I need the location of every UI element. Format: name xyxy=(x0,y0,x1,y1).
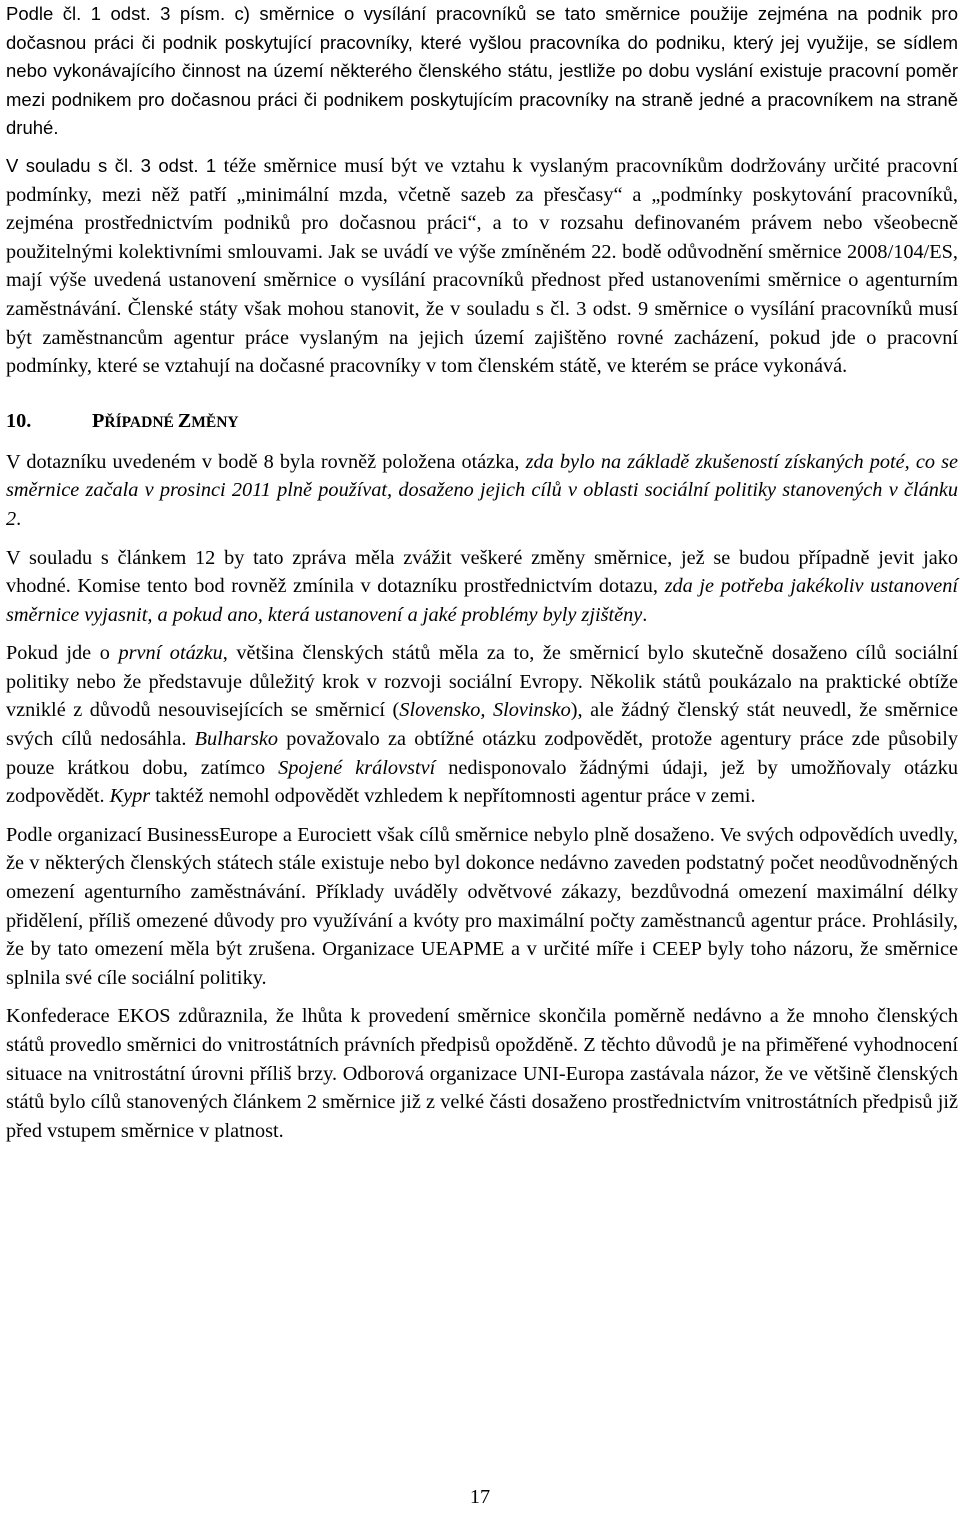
paragraph-text: V souladu s článkem 12 by tato zpráva měla zvážit veškeré změny směrnice, jež se budou případně jevit jako vhodné. Komise tento bod rovněž zmínila v dotazníku prostřednictvím dotazu, xyxy=(6,546,958,598)
italic-country: Slovensko, Slovinsko xyxy=(399,699,571,722)
paragraph-questionnaire xyxy=(6,448,958,534)
italic-question: zda bylo na základě zkušeností získaných poté, co se směrnice začala v prosinci 2011 plně používat, dosaženo jejich cílů v oblasti sociální politiky stanovených v článku 2 xyxy=(6,450,958,530)
section-number: 10. xyxy=(6,409,32,432)
paragraph-text: považovalo za obtížné otázku zodpovědět, protože agentury práce zde působily pouze krátkou dobu, zatímco xyxy=(6,728,959,779)
paragraph-text: nedisponovalo žádnými údaji, jež by umožňovaly otázku zodpovědět. xyxy=(6,756,959,808)
italic-question: zda je potřeba jakékoliv ustanovení směrnice vyjasnit, a pokud ano, která ustanovení a jaké problémy byly zjištěny xyxy=(6,575,959,626)
paragraph-ekos xyxy=(6,1002,958,1145)
paragraph-article-12 xyxy=(6,544,958,630)
paragraph-text: Konfederace EKOS zdůraznila, že lhůta k provedení směrnice skončila poměrně nedávno a že mnoho členských států provedlo směrnici do vnitrostátních právních předpisů opožděně. Z těchto důvodů je na přiměřené vyhodnocení situace na vnitrostátní úrovni příliš brzy. Odborová organizace UNI-Europa zastávala názor, že ve většině členských států bylo cílů stanovených článkem 2 směrnice již z velké části dosaženo prostřednictvím vnitrostátních předpisů již před vstupem směrnice v platnost. xyxy=(6,1005,958,1142)
paragraph-text: Podle organizací BusinessEurope a Eurociett však cílů směrnice nebylo plně dosaženo. Ve svých odpovědích uvedly, že v některých členských státech stále existuje nebo byl dokonce nedávno zaveden podstatný počet neodůvodněných omezení agenturního zaměstnávání. Příklady uváděly odvětvové zákazy, bezdůvodná omezení maximální délky přidělení, příliš omezené důvody pro využívání a kvóty pro maximální počty zaměstnanců agentur práce. Prohlásily, že by tato omezení měla být zrušena. Organizace UEAPME a v určité míře i CEEP byly toho názoru, že směrnice splnila své cíle sociální politiky. xyxy=(6,823,958,989)
paragraph-text: , většina členských států měla za to, že směrnicí bylo skutečně dosaženo cílů sociální politiky nebo že představuje důležitý krok v rozvoji sociální Evropy. Několik států poukázalo na praktické obtíže vzniklé z důvodů nesouvisejících se směrnicí ( xyxy=(6,642,958,722)
italic-country: Bulharsko xyxy=(194,728,279,751)
italic-country: Kypr xyxy=(109,785,151,808)
section-title-part: MĚNY xyxy=(191,413,239,431)
document-page xyxy=(6,0,958,1145)
paragraph-text: Pokud jde o xyxy=(6,642,119,665)
paragraph-text: taktéž nemohl odpovědět vzhledem k nepřítomnosti agentur práce v zemi. xyxy=(150,785,756,808)
paragraph-first-question xyxy=(6,639,958,811)
paragraph-text: ), ale žádný členský stát neuvedl, že směrnice svých cílů nedosáhla. xyxy=(6,699,958,751)
italic-country: Spojené království xyxy=(278,756,436,779)
paragraph-prefix: V souladu s čl. 3 odst. 1 xyxy=(6,154,224,176)
section-title-initial: P xyxy=(92,409,105,432)
section-title xyxy=(92,407,239,437)
page-number: 17 xyxy=(469,1486,491,1508)
paragraph-working-conditions xyxy=(6,152,958,381)
paragraph-text: V dotazníku uvedeném v bodě 8 byla rovněž položena otázka, xyxy=(6,450,526,473)
section-title-part: ŘÍPADNÉ xyxy=(104,413,178,431)
paragraph-text: . xyxy=(642,603,648,626)
paragraph-text: Podle čl. 1 odst. 3 písm. c) směrnice o vysílání pracovníků se tato směrnice použije zejména na podnik pro dočasnou práci či podnik poskytující pracovníky, které vyšlou pracovníka do podniku, který jej využije, se sídlem nebo vykonávajícího činnost na území některého členského státu, jestliže po dobu vyslání existuje pracovní poměr mezi podnikem pro dočasnou práci či podnikem poskytujícím pracovníky na straně jedné a pracovníkem na straně druhé. xyxy=(6,3,958,139)
paragraph-text: téže směrnice musí být ve vztahu k vyslaným pracovníkům dodržovány určité pracovní podmínky, mezi něž patří „minimální mzda, včetně sazeb za přesčasy“ a „podmínky poskytování pracovníků, zejména prostřednictvím podniků pro dočasnou práci“, a to v rozsahu definovaném právem nebo všeobecně použitelnými kolektivními smlouvami. Jak se uvádí ve výše zmíněném 22. bodě odůvodnění směrnice 2008/104/ES, mají výše uvedená ustanovení směrnice o vysílání pracovníků přednost před ustanoveními směrnice o agenturním zaměstnávání. Členské státy však mohou stanovit, že v souladu s čl. 3 odst. 9 směrnice o vysílání pracovníků musí být zaměstnancům agentur práce vyslaným na jejich území zajištěno rovné zacházení, pokud jde o pracovní podmínky, které se vztahují na dočasné pracovníky v tom členském státě, ve kterém se práce vykonává. xyxy=(6,154,959,378)
paragraph-text: . xyxy=(16,507,22,530)
paragraph-directive-scope xyxy=(6,0,958,143)
paragraph-businesseurope xyxy=(6,821,958,993)
section-heading xyxy=(6,407,958,435)
italic-term: první otázku xyxy=(118,642,223,665)
section-title-initial: Z xyxy=(177,409,192,432)
